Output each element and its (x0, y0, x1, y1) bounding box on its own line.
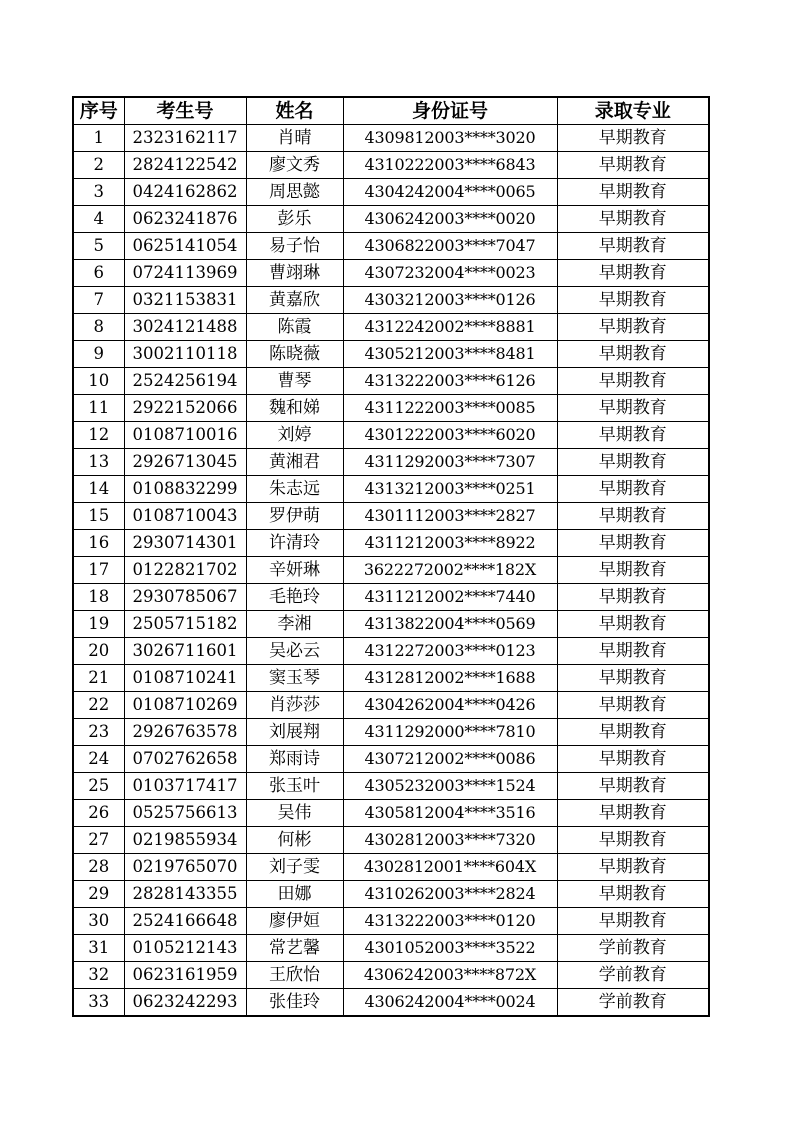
cell-id-number: 4311212003****8922 (343, 530, 557, 557)
header-exam-no: 考生号 (124, 97, 246, 125)
cell-seq: 16 (73, 530, 124, 557)
cell-seq: 29 (73, 881, 124, 908)
cell-name: 陈霞 (246, 314, 343, 341)
cell-exam-no: 0623241876 (124, 206, 246, 233)
cell-id-number: 4312272003****0123 (343, 638, 557, 665)
table-row (73, 746, 709, 773)
cell-exam-no: 0219765070 (124, 854, 246, 881)
table-row (73, 908, 709, 935)
cell-seq: 14 (73, 476, 124, 503)
cell-name: 辛妍琳 (246, 557, 343, 584)
cell-major: 早期教育 (557, 503, 709, 530)
cell-exam-no: 0108832299 (124, 476, 246, 503)
cell-name: 田娜 (246, 881, 343, 908)
cell-exam-no: 3024121488 (124, 314, 246, 341)
cell-exam-no: 2930785067 (124, 584, 246, 611)
cell-id-number: 4302812001****604X (343, 854, 557, 881)
cell-name: 罗伊萌 (246, 503, 343, 530)
table-row (73, 719, 709, 746)
table-row (73, 665, 709, 692)
cell-seq: 20 (73, 638, 124, 665)
cell-name: 毛艳玲 (246, 584, 343, 611)
cell-major: 早期教育 (557, 665, 709, 692)
cell-name: 张佳玲 (246, 989, 343, 1017)
cell-seq: 21 (73, 665, 124, 692)
table-row (73, 287, 709, 314)
cell-name: 何彬 (246, 827, 343, 854)
table-row (73, 530, 709, 557)
table-row (73, 800, 709, 827)
table-row (73, 827, 709, 854)
cell-exam-no: 0623161959 (124, 962, 246, 989)
table-row (73, 692, 709, 719)
cell-name: 吴必云 (246, 638, 343, 665)
cell-major: 早期教育 (557, 800, 709, 827)
cell-exam-no: 0525756613 (124, 800, 246, 827)
cell-id-number: 4313212003****0251 (343, 476, 557, 503)
cell-exam-no: 0219855934 (124, 827, 246, 854)
cell-name: 常艺馨 (246, 935, 343, 962)
cell-seq: 25 (73, 773, 124, 800)
cell-seq: 12 (73, 422, 124, 449)
cell-major: 早期教育 (557, 260, 709, 287)
cell-major: 早期教育 (557, 692, 709, 719)
header-name: 姓名 (246, 97, 343, 125)
cell-major: 早期教育 (557, 746, 709, 773)
cell-exam-no: 0105212143 (124, 935, 246, 962)
cell-seq: 3 (73, 179, 124, 206)
table-row (73, 368, 709, 395)
cell-id-number: 4306822003****7047 (343, 233, 557, 260)
cell-exam-no: 2824122542 (124, 152, 246, 179)
cell-seq: 5 (73, 233, 124, 260)
cell-name: 曹翊琳 (246, 260, 343, 287)
cell-id-number: 4311292003****7307 (343, 449, 557, 476)
table-row (73, 125, 709, 152)
table-row (73, 557, 709, 584)
cell-major: 早期教育 (557, 152, 709, 179)
header-id-number: 身份证号 (343, 97, 557, 125)
cell-name: 廖伊姮 (246, 908, 343, 935)
table-body (73, 125, 709, 1017)
cell-seq: 2 (73, 152, 124, 179)
cell-id-number: 4310262003****2824 (343, 881, 557, 908)
table-row (73, 989, 709, 1017)
cell-major: 早期教育 (557, 341, 709, 368)
cell-seq: 31 (73, 935, 124, 962)
cell-id-number: 4313222003****6126 (343, 368, 557, 395)
cell-name: 魏和娣 (246, 395, 343, 422)
cell-name: 刘婷 (246, 422, 343, 449)
cell-name: 李湘 (246, 611, 343, 638)
cell-exam-no: 0321153831 (124, 287, 246, 314)
cell-major: 早期教育 (557, 368, 709, 395)
table-row (73, 341, 709, 368)
cell-seq: 23 (73, 719, 124, 746)
cell-major: 早期教育 (557, 881, 709, 908)
table-row (73, 935, 709, 962)
cell-major: 早期教育 (557, 287, 709, 314)
cell-seq: 13 (73, 449, 124, 476)
cell-exam-no: 2828143355 (124, 881, 246, 908)
cell-seq: 7 (73, 287, 124, 314)
cell-major: 早期教育 (557, 530, 709, 557)
cell-exam-no: 2524256194 (124, 368, 246, 395)
cell-id-number: 4306242004****0024 (343, 989, 557, 1017)
table-row (73, 881, 709, 908)
cell-id-number: 4304242004****0065 (343, 179, 557, 206)
cell-name: 吴伟 (246, 800, 343, 827)
cell-seq: 6 (73, 260, 124, 287)
cell-id-number: 4312242002****8881 (343, 314, 557, 341)
table-row (73, 395, 709, 422)
cell-seq: 22 (73, 692, 124, 719)
table-row (73, 503, 709, 530)
table-row (73, 584, 709, 611)
cell-id-number: 4303212003****0126 (343, 287, 557, 314)
cell-id-number: 4306242003****0020 (343, 206, 557, 233)
cell-seq: 24 (73, 746, 124, 773)
cell-exam-no: 3026711601 (124, 638, 246, 665)
cell-major: 早期教育 (557, 584, 709, 611)
cell-seq: 8 (73, 314, 124, 341)
cell-id-number: 4309812003****3020 (343, 125, 557, 152)
cell-exam-no: 2930714301 (124, 530, 246, 557)
cell-exam-no: 0623242293 (124, 989, 246, 1017)
cell-major: 早期教育 (557, 422, 709, 449)
cell-major: 早期教育 (557, 206, 709, 233)
admission-table (72, 96, 710, 1017)
cell-major: 早期教育 (557, 314, 709, 341)
cell-major: 早期教育 (557, 908, 709, 935)
header-major: 录取专业 (557, 97, 709, 125)
table-header-row (73, 97, 709, 125)
cell-seq: 33 (73, 989, 124, 1017)
cell-exam-no: 0724113969 (124, 260, 246, 287)
cell-id-number: 4305212003****8481 (343, 341, 557, 368)
cell-major: 早期教育 (557, 233, 709, 260)
table-row (73, 638, 709, 665)
table-row (73, 449, 709, 476)
cell-id-number: 4311222003****0085 (343, 395, 557, 422)
cell-name: 张玉叶 (246, 773, 343, 800)
cell-name: 彭乐 (246, 206, 343, 233)
header-seq: 序号 (73, 97, 124, 125)
cell-major: 早期教育 (557, 854, 709, 881)
cell-exam-no: 0424162862 (124, 179, 246, 206)
cell-seq: 18 (73, 584, 124, 611)
cell-major: 早期教育 (557, 449, 709, 476)
cell-id-number: 4307232004****0023 (343, 260, 557, 287)
cell-exam-no: 0108710043 (124, 503, 246, 530)
cell-seq: 30 (73, 908, 124, 935)
table-row (73, 152, 709, 179)
cell-exam-no: 2524166648 (124, 908, 246, 935)
cell-name: 黄嘉欣 (246, 287, 343, 314)
table-row (73, 476, 709, 503)
cell-major: 早期教育 (557, 557, 709, 584)
table-row (73, 611, 709, 638)
cell-exam-no: 0702762658 (124, 746, 246, 773)
cell-id-number: 4310222003****6843 (343, 152, 557, 179)
cell-id-number: 4313222003****0120 (343, 908, 557, 935)
cell-id-number: 4312812002****1688 (343, 665, 557, 692)
cell-exam-no: 0122821702 (124, 557, 246, 584)
cell-major: 早期教育 (557, 611, 709, 638)
cell-seq: 26 (73, 800, 124, 827)
admission-list-sheet (72, 96, 710, 1017)
cell-major: 学前教育 (557, 989, 709, 1017)
cell-exam-no: 2323162117 (124, 125, 246, 152)
cell-exam-no: 2926763578 (124, 719, 246, 746)
cell-name: 曹琴 (246, 368, 343, 395)
table-row (73, 314, 709, 341)
cell-seq: 32 (73, 962, 124, 989)
cell-major: 早期教育 (557, 638, 709, 665)
table-row (73, 854, 709, 881)
cell-exam-no: 0625141054 (124, 233, 246, 260)
cell-name: 刘子雯 (246, 854, 343, 881)
cell-id-number: 4305232003****1524 (343, 773, 557, 800)
table-row (73, 773, 709, 800)
cell-seq: 17 (73, 557, 124, 584)
cell-name: 肖晴 (246, 125, 343, 152)
cell-major: 早期教育 (557, 125, 709, 152)
cell-exam-no: 0108710016 (124, 422, 246, 449)
table-row (73, 962, 709, 989)
cell-id-number: 4301052003****3522 (343, 935, 557, 962)
cell-name: 廖文秀 (246, 152, 343, 179)
table-row (73, 260, 709, 287)
cell-seq: 10 (73, 368, 124, 395)
table-row (73, 206, 709, 233)
cell-name: 陈晓薇 (246, 341, 343, 368)
cell-seq: 19 (73, 611, 124, 638)
cell-seq: 11 (73, 395, 124, 422)
cell-id-number: 4301222003****6020 (343, 422, 557, 449)
cell-id-number: 4311212002****7440 (343, 584, 557, 611)
cell-seq: 15 (73, 503, 124, 530)
table-row (73, 233, 709, 260)
cell-exam-no: 2926713045 (124, 449, 246, 476)
cell-major: 学前教育 (557, 935, 709, 962)
cell-name: 许清玲 (246, 530, 343, 557)
cell-id-number: 4313822004****0569 (343, 611, 557, 638)
cell-major: 学前教育 (557, 962, 709, 989)
cell-seq: 4 (73, 206, 124, 233)
cell-exam-no: 2922152066 (124, 395, 246, 422)
cell-exam-no: 3002110118 (124, 341, 246, 368)
cell-major: 早期教育 (557, 179, 709, 206)
cell-major: 早期教育 (557, 395, 709, 422)
cell-major: 早期教育 (557, 773, 709, 800)
cell-exam-no: 0108710269 (124, 692, 246, 719)
cell-major: 早期教育 (557, 719, 709, 746)
cell-name: 窦玉琴 (246, 665, 343, 692)
cell-id-number: 4304262004****0426 (343, 692, 557, 719)
cell-name: 王欣怡 (246, 962, 343, 989)
cell-id-number: 4305812004****3516 (343, 800, 557, 827)
cell-id-number: 4302812003****7320 (343, 827, 557, 854)
table-row (73, 179, 709, 206)
cell-exam-no: 0108710241 (124, 665, 246, 692)
cell-name: 易子怡 (246, 233, 343, 260)
cell-id-number: 4301112003****2827 (343, 503, 557, 530)
cell-seq: 27 (73, 827, 124, 854)
cell-name: 郑雨诗 (246, 746, 343, 773)
cell-major: 早期教育 (557, 476, 709, 503)
cell-exam-no: 2505715182 (124, 611, 246, 638)
cell-exam-no: 0103717417 (124, 773, 246, 800)
cell-id-number: 4311292000****7810 (343, 719, 557, 746)
cell-id-number: 4306242003****872X (343, 962, 557, 989)
cell-id-number: 3622272002****182X (343, 557, 557, 584)
cell-seq: 1 (73, 125, 124, 152)
cell-name: 刘展翔 (246, 719, 343, 746)
table-row (73, 422, 709, 449)
cell-name: 黄湘君 (246, 449, 343, 476)
cell-name: 周思懿 (246, 179, 343, 206)
cell-name: 肖莎莎 (246, 692, 343, 719)
cell-name: 朱志远 (246, 476, 343, 503)
cell-seq: 9 (73, 341, 124, 368)
cell-id-number: 4307212002****0086 (343, 746, 557, 773)
cell-seq: 28 (73, 854, 124, 881)
cell-major: 早期教育 (557, 827, 709, 854)
